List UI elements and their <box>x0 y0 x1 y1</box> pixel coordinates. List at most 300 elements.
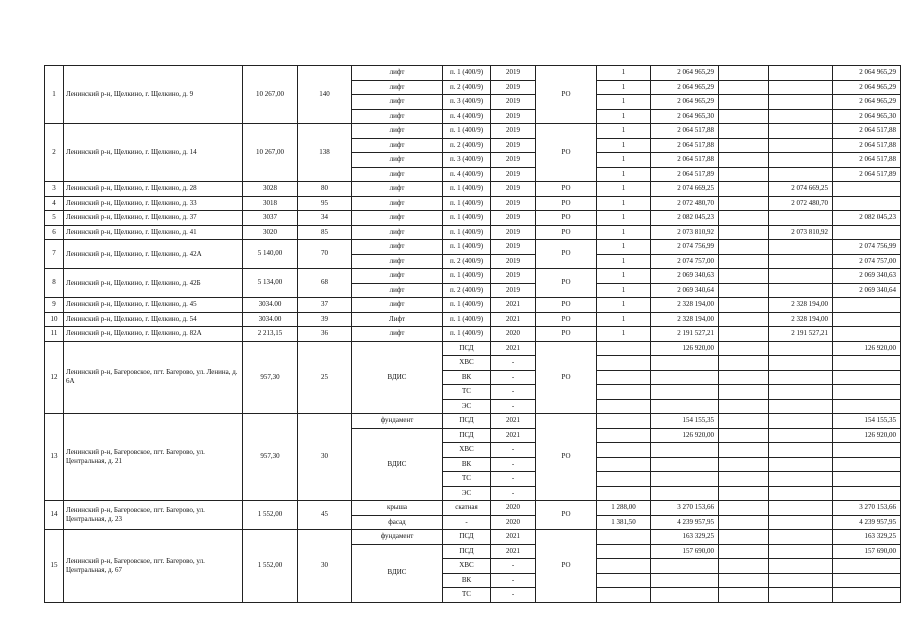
executor: РО <box>536 414 597 501</box>
building-address: Ленинский р-н, Багеровское, пгт. Багерово, ул. Центральная, д. 21 <box>64 414 243 501</box>
work-type: лифт <box>352 182 443 197</box>
building-address: Ленинский р-н, Щелкино, г. Щелкино, д. 82А <box>64 327 243 342</box>
work-quantity <box>597 443 651 458</box>
executor: РО <box>536 182 597 197</box>
work-unit: п. 4 (400/9) <box>443 167 491 182</box>
cost-column-4: 154 155,35 <box>833 414 901 429</box>
work-cost <box>651 443 719 458</box>
building-address: Ленинский р-н, Щелкино, г. Щелкино, д. 37 <box>64 211 243 226</box>
work-quantity: 1 <box>597 211 651 226</box>
work-unit: скатная <box>443 501 491 516</box>
executor: РО <box>536 240 597 269</box>
cost-column-2 <box>719 472 769 487</box>
work-unit: ХВС <box>443 443 491 458</box>
cost-column-2 <box>719 211 769 226</box>
residents-count: 39 <box>298 312 352 327</box>
work-type: лифт <box>352 269 443 284</box>
repair-schedule-table <box>44 65 901 603</box>
work-cost: 3 270 153,66 <box>651 501 719 516</box>
document-page <box>44 65 901 603</box>
work-quantity <box>597 486 651 501</box>
executor: РО <box>536 327 597 342</box>
building-address: Ленинский р-н, Щелкино, г. Щелкино, д. 9 <box>64 66 243 124</box>
work-cost: 2 064 965,29 <box>651 80 719 95</box>
cost-column-3 <box>769 80 833 95</box>
work-quantity: 1 <box>597 153 651 168</box>
building-address: Ленинский р-н, Щелкино, г. Щелкино, д. 33 <box>64 196 243 211</box>
cost-column-4: 4 239 957,95 <box>833 515 901 530</box>
work-cost <box>651 356 719 371</box>
cost-column-2 <box>719 588 769 603</box>
residents-count: 95 <box>298 196 352 211</box>
work-year: - <box>491 443 536 458</box>
cost-column-4: 3 270 153,66 <box>833 501 901 516</box>
work-year: 2019 <box>491 182 536 197</box>
cost-column-3: 2 074 669,25 <box>769 182 833 197</box>
total-area: 3020 <box>243 225 298 240</box>
work-quantity: 1 <box>597 66 651 81</box>
executor: РО <box>536 298 597 313</box>
cost-column-4 <box>833 356 901 371</box>
row-number: 13 <box>45 414 64 501</box>
table-row <box>45 327 901 342</box>
cost-column-4 <box>833 196 901 211</box>
work-unit: ХВС <box>443 559 491 574</box>
cost-column-4: 2 064 965,29 <box>833 66 901 81</box>
work-year: 2019 <box>491 138 536 153</box>
table-row <box>45 66 901 81</box>
cost-column-2 <box>719 80 769 95</box>
cost-column-2 <box>719 530 769 545</box>
table-row <box>45 211 901 226</box>
work-cost: 2 064 965,29 <box>651 66 719 81</box>
cost-column-3 <box>769 370 833 385</box>
building-address: Ленинский р-н, Щелкино, г. Щелкино, д. 28 <box>64 182 243 197</box>
work-cost <box>651 588 719 603</box>
cost-column-3 <box>769 167 833 182</box>
residents-count: 25 <box>298 341 352 414</box>
cost-column-4: 126 920,00 <box>833 428 901 443</box>
cost-column-3 <box>769 66 833 81</box>
work-year: 2019 <box>491 95 536 110</box>
cost-column-2 <box>719 443 769 458</box>
cost-column-2 <box>719 109 769 124</box>
work-cost: 2 074 756,99 <box>651 240 719 255</box>
work-type: лифт <box>352 109 443 124</box>
work-unit: - <box>443 515 491 530</box>
work-quantity: 1 <box>597 298 651 313</box>
work-quantity: 1 <box>597 225 651 240</box>
executor: РО <box>536 501 597 530</box>
total-area: 5 140,00 <box>243 240 298 269</box>
work-year: - <box>491 588 536 603</box>
work-unit: п. 2 (400/9) <box>443 254 491 269</box>
cost-column-3 <box>769 559 833 574</box>
table-row <box>45 240 901 255</box>
cost-column-4: 126 920,00 <box>833 341 901 356</box>
work-cost: 2 082 045,23 <box>651 211 719 226</box>
residents-count: 34 <box>298 211 352 226</box>
row-number: 10 <box>45 312 64 327</box>
work-year: 2020 <box>491 327 536 342</box>
cost-column-3 <box>769 109 833 124</box>
work-year: 2020 <box>491 501 536 516</box>
cost-column-2 <box>719 457 769 472</box>
cost-column-4 <box>833 399 901 414</box>
work-cost: 2 069 340,63 <box>651 269 719 284</box>
work-type: Лифт <box>352 312 443 327</box>
cost-column-3 <box>769 283 833 298</box>
work-cost: 2 064 517,88 <box>651 138 719 153</box>
cost-column-3 <box>769 385 833 400</box>
row-number: 3 <box>45 182 64 197</box>
work-cost: 2 069 340,64 <box>651 283 719 298</box>
total-area: 3028 <box>243 182 298 197</box>
cost-column-4: 2 064 517,88 <box>833 138 901 153</box>
work-year: 2021 <box>491 312 536 327</box>
work-unit: ПСД <box>443 530 491 545</box>
cost-column-3: 2 328 194,00 <box>769 312 833 327</box>
work-quantity: 1 <box>597 109 651 124</box>
cost-column-2 <box>719 269 769 284</box>
work-year: 2019 <box>491 196 536 211</box>
work-type: лифт <box>352 153 443 168</box>
cost-column-4 <box>833 588 901 603</box>
work-year: 2021 <box>491 428 536 443</box>
cost-column-4: 2 064 517,89 <box>833 167 901 182</box>
work-year: 2020 <box>491 515 536 530</box>
executor: РО <box>536 312 597 327</box>
building-address: Ленинский р-н, Щелкино, г. Щелкино, д. 41 <box>64 225 243 240</box>
work-quantity: 1 <box>597 269 651 284</box>
work-quantity <box>597 588 651 603</box>
executor: РО <box>536 225 597 240</box>
work-unit: ПСД <box>443 341 491 356</box>
work-unit: ТС <box>443 588 491 603</box>
row-number: 12 <box>45 341 64 414</box>
cost-column-3 <box>769 254 833 269</box>
work-unit: п. 2 (400/9) <box>443 138 491 153</box>
building-address: Ленинский р-н, Щелкино, г. Щелкино, д. 42А <box>64 240 243 269</box>
table-row <box>45 269 901 284</box>
work-type: ВДИС <box>352 428 443 501</box>
table-row <box>45 182 901 197</box>
cost-column-2 <box>719 414 769 429</box>
work-type: крыша <box>352 501 443 516</box>
work-unit: п. 1 (400/9) <box>443 211 491 226</box>
work-quantity: 1 <box>597 196 651 211</box>
cost-column-4 <box>833 472 901 487</box>
work-cost <box>651 573 719 588</box>
work-unit: п. 1 (400/9) <box>443 225 491 240</box>
cost-column-4 <box>833 225 901 240</box>
table-row <box>45 124 901 139</box>
cost-column-4: 2 069 340,63 <box>833 269 901 284</box>
cost-column-2 <box>719 196 769 211</box>
work-unit: п. 4 (400/9) <box>443 109 491 124</box>
cost-column-3: 2 328 194,00 <box>769 298 833 313</box>
work-cost: 2 064 517,88 <box>651 124 719 139</box>
total-area: 3018 <box>243 196 298 211</box>
cost-column-2 <box>719 385 769 400</box>
total-area: 1 552,00 <box>243 501 298 530</box>
work-cost <box>651 457 719 472</box>
total-area: 957,30 <box>243 414 298 501</box>
work-year: 2019 <box>491 283 536 298</box>
work-cost: 126 920,00 <box>651 341 719 356</box>
work-unit: п. 1 (400/9) <box>443 240 491 255</box>
work-year: 2021 <box>491 414 536 429</box>
row-number: 6 <box>45 225 64 240</box>
work-quantity <box>597 472 651 487</box>
work-unit: п. 1 (400/9) <box>443 182 491 197</box>
cost-column-2 <box>719 298 769 313</box>
work-quantity <box>597 385 651 400</box>
building-address: Ленинский р-н, Щелкино, г. Щелкино, д. 54 <box>64 312 243 327</box>
cost-column-4 <box>833 370 901 385</box>
work-cost <box>651 399 719 414</box>
cost-column-3 <box>769 515 833 530</box>
table-row <box>45 225 901 240</box>
row-number: 1 <box>45 66 64 124</box>
work-quantity: 1 <box>597 80 651 95</box>
cost-column-3 <box>769 138 833 153</box>
cost-column-2 <box>719 153 769 168</box>
work-unit: п. 1 (400/9) <box>443 196 491 211</box>
table-row <box>45 501 901 516</box>
cost-column-3 <box>769 486 833 501</box>
cost-column-4 <box>833 573 901 588</box>
work-unit: ЭС <box>443 399 491 414</box>
cost-column-3 <box>769 472 833 487</box>
work-quantity: 1 <box>597 254 651 269</box>
total-area: 3037 <box>243 211 298 226</box>
work-quantity: 1 <box>597 124 651 139</box>
work-year: 2019 <box>491 66 536 81</box>
work-unit: п. 2 (400/9) <box>443 283 491 298</box>
cost-column-2 <box>719 573 769 588</box>
table-row <box>45 530 901 545</box>
total-area: 957,30 <box>243 341 298 414</box>
row-number: 8 <box>45 269 64 298</box>
cost-column-4: 2 064 965,29 <box>833 95 901 110</box>
work-cost: 2 074 669,25 <box>651 182 719 197</box>
work-quantity: 1 <box>597 327 651 342</box>
cost-column-4: 2 074 757,00 <box>833 254 901 269</box>
residents-count: 85 <box>298 225 352 240</box>
cost-column-4: 163 329,25 <box>833 530 901 545</box>
work-cost: 2 191 527,21 <box>651 327 719 342</box>
cost-column-2 <box>719 225 769 240</box>
work-year: 2019 <box>491 109 536 124</box>
work-unit: п. 1 (400/9) <box>443 312 491 327</box>
cost-column-3 <box>769 544 833 559</box>
work-cost: 154 155,35 <box>651 414 719 429</box>
total-area: 10 267,00 <box>243 124 298 182</box>
executor: РО <box>536 530 597 603</box>
cost-column-3: 2 072 480,70 <box>769 196 833 211</box>
cost-column-2 <box>719 66 769 81</box>
cost-column-2 <box>719 399 769 414</box>
cost-column-3 <box>769 501 833 516</box>
work-quantity <box>597 356 651 371</box>
work-year: 2019 <box>491 80 536 95</box>
work-quantity: 1 <box>597 283 651 298</box>
cost-column-3 <box>769 428 833 443</box>
residents-count: 138 <box>298 124 352 182</box>
work-cost: 126 920,00 <box>651 428 719 443</box>
work-cost <box>651 370 719 385</box>
cost-column-4 <box>833 486 901 501</box>
work-cost: 163 329,25 <box>651 530 719 545</box>
work-year: 2019 <box>491 211 536 226</box>
cost-column-2 <box>719 240 769 255</box>
building-address: Ленинский р-н, Щелкино, г. Щелкино, д. 14 <box>64 124 243 182</box>
cost-column-3 <box>769 153 833 168</box>
work-cost <box>651 486 719 501</box>
work-year: 2019 <box>491 240 536 255</box>
executor: РО <box>536 211 597 226</box>
cost-column-4 <box>833 298 901 313</box>
cost-column-4 <box>833 312 901 327</box>
work-type: лифт <box>352 298 443 313</box>
work-year: 2021 <box>491 341 536 356</box>
cost-column-2 <box>719 356 769 371</box>
cost-column-3 <box>769 457 833 472</box>
work-type: лифт <box>352 167 443 182</box>
work-cost: 2 074 757,00 <box>651 254 719 269</box>
work-type: лифт <box>352 254 443 269</box>
cost-column-3 <box>769 211 833 226</box>
residents-count: 30 <box>298 530 352 603</box>
table-row <box>45 312 901 327</box>
work-unit: п. 2 (400/9) <box>443 80 491 95</box>
cost-column-2 <box>719 283 769 298</box>
residents-count: 36 <box>298 327 352 342</box>
cost-column-2 <box>719 370 769 385</box>
work-cost: 2 328 194,00 <box>651 298 719 313</box>
total-area: 3034.00 <box>243 298 298 313</box>
work-type: лифт <box>352 124 443 139</box>
cost-column-2 <box>719 254 769 269</box>
cost-column-2 <box>719 312 769 327</box>
row-number: 9 <box>45 298 64 313</box>
work-type: лифт <box>352 138 443 153</box>
cost-column-2 <box>719 341 769 356</box>
work-type: лифт <box>352 240 443 255</box>
work-quantity <box>597 544 651 559</box>
building-address: Ленинский р-н, Щелкино, г. Щелкино, д. 42Б <box>64 269 243 298</box>
cost-column-2 <box>719 501 769 516</box>
cost-column-2 <box>719 544 769 559</box>
cost-column-4: 2 064 517,88 <box>833 124 901 139</box>
work-cost: 2 064 965,30 <box>651 109 719 124</box>
work-cost: 157 690,00 <box>651 544 719 559</box>
work-year: - <box>491 370 536 385</box>
cost-column-3: 2 073 810,92 <box>769 225 833 240</box>
table-row <box>45 414 901 429</box>
work-unit: п. 1 (400/9) <box>443 66 491 81</box>
cost-column-3 <box>769 124 833 139</box>
work-unit: ТС <box>443 472 491 487</box>
table-row <box>45 341 901 356</box>
cost-column-3: 2 191 527,21 <box>769 327 833 342</box>
work-year: - <box>491 356 536 371</box>
row-number: 14 <box>45 501 64 530</box>
cost-column-3 <box>769 530 833 545</box>
row-number: 5 <box>45 211 64 226</box>
cost-column-4: 2 074 756,99 <box>833 240 901 255</box>
total-area: 2 213,15 <box>243 327 298 342</box>
work-type: ВДИС <box>352 544 443 602</box>
work-year: - <box>491 559 536 574</box>
work-year: 2019 <box>491 153 536 168</box>
work-quantity <box>597 399 651 414</box>
work-year: - <box>491 472 536 487</box>
residents-count: 45 <box>298 501 352 530</box>
residents-count: 140 <box>298 66 352 124</box>
work-unit: п. 3 (400/9) <box>443 95 491 110</box>
work-unit: ВК <box>443 370 491 385</box>
work-type: фундамент <box>352 414 443 429</box>
building-address: Ленинский р-н, Багеровское, пгт. Багерово, ул. Ленина, д. 6А <box>64 341 243 414</box>
work-quantity <box>597 573 651 588</box>
residents-count: 80 <box>298 182 352 197</box>
work-unit: п. 1 (400/9) <box>443 298 491 313</box>
row-number: 7 <box>45 240 64 269</box>
cost-column-4: 2 064 965,29 <box>833 80 901 95</box>
total-area: 10 267,00 <box>243 66 298 124</box>
cost-column-2 <box>719 327 769 342</box>
cost-column-3 <box>769 341 833 356</box>
work-type: фасад <box>352 515 443 530</box>
work-year: - <box>491 573 536 588</box>
cost-column-3 <box>769 414 833 429</box>
work-cost <box>651 472 719 487</box>
cost-column-3 <box>769 573 833 588</box>
cost-column-4: 2 064 517,88 <box>833 153 901 168</box>
row-number: 15 <box>45 530 64 603</box>
work-cost: 2 072 480,70 <box>651 196 719 211</box>
residents-count: 30 <box>298 414 352 501</box>
cost-column-2 <box>719 124 769 139</box>
building-address: Ленинский р-н, Багеровское, пгт. Багерово, ул. Центральная, д. 23 <box>64 501 243 530</box>
work-year: 2019 <box>491 225 536 240</box>
table-row <box>45 196 901 211</box>
cost-column-2 <box>719 182 769 197</box>
building-address: Ленинский р-н, Багеровское, пгт. Багерово, ул. Центральная, д. 67 <box>64 530 243 603</box>
work-year: 2021 <box>491 298 536 313</box>
work-year: 2019 <box>491 124 536 139</box>
cost-column-4 <box>833 182 901 197</box>
cost-column-3 <box>769 240 833 255</box>
work-unit: ВК <box>443 573 491 588</box>
work-quantity <box>597 457 651 472</box>
work-unit: ТС <box>443 385 491 400</box>
work-unit: ПСД <box>443 544 491 559</box>
work-unit: п. 1 (400/9) <box>443 124 491 139</box>
work-unit: ПСД <box>443 414 491 429</box>
work-year: 2021 <box>491 530 536 545</box>
cost-column-2 <box>719 428 769 443</box>
residents-count: 37 <box>298 298 352 313</box>
work-quantity: 1 <box>597 182 651 197</box>
work-cost: 2 064 517,88 <box>651 153 719 168</box>
work-unit: п. 1 (400/9) <box>443 327 491 342</box>
executor: РО <box>536 269 597 298</box>
work-unit: ЭС <box>443 486 491 501</box>
work-year: 2019 <box>491 167 536 182</box>
